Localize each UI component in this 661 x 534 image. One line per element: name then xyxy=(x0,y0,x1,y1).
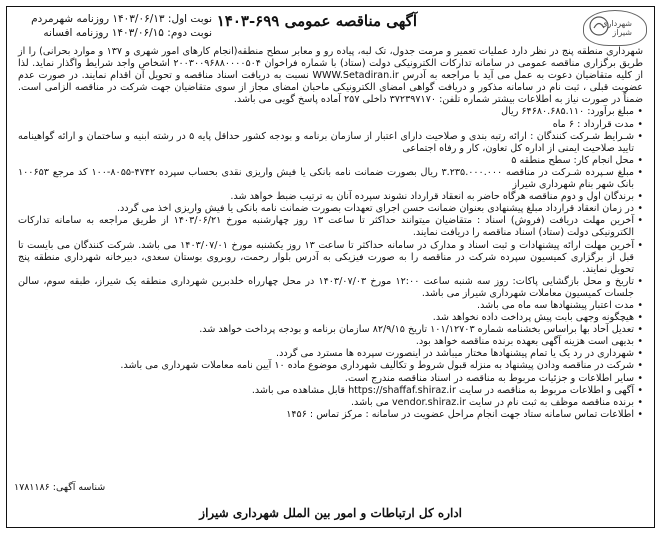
publication-dates xyxy=(22,12,212,40)
logo-text: شهرداری شیراز xyxy=(601,19,632,37)
municipality-logo xyxy=(583,10,647,46)
list-item: • هیچگونه وجهی بابت پیش پرداخت داده نخواهد شد. xyxy=(18,312,643,324)
list-item: • تعدیل آحاد بها براساس بخشنامه شماره ۱۰۱/۱۲۷۰۳ تاریخ ۸۲/۹/۱۵ سازمان برنامه و بودجه پرداخت خواهد شد. xyxy=(18,324,643,336)
list-item: • مبلغ برآورد: ۶۴۶۸۰.۶۸۵.۱۱۰ ریال xyxy=(18,106,643,118)
list-item: • آگهی و اطلاعات مربوط به مناقصه در سایت https://shaffaf.shiraz.ir قابل مشاهده می باشد. xyxy=(18,385,643,397)
issuer-name: اداره کل ارتباطات و امور بین الملل شهرداری شیراز xyxy=(199,506,462,520)
list-item: • برندگان اول و دوم مناقصه هرگاه حاضر به انعقاد قرارداد نشوند سپرده آنان به ترتیب ضبط خواهد شد. xyxy=(18,191,643,203)
list-item: • سایر اطلاعات و جزئیات مربوط به مناقصه در اسناد مناقصه مندرج است. xyxy=(18,373,643,385)
list-item: • محل انجام کار: سطح منطقه ۵ xyxy=(18,155,643,167)
first-publication-date: نوبت اول: ۱۴۰۳/۰۶/۱۳ روزنامه شهرمردم xyxy=(31,13,212,25)
conditions-list xyxy=(18,106,643,420)
list-item: • مدت اعتبار پیشنهادها سه ماه می باشد. xyxy=(18,300,643,312)
list-item: • شرکت در مناقصه ودادن پیشنهاد به منزله قبول شروط و تکالیف شهرداری موضوع ماده ۱۰ آیین نامه معاملات شهرداری می باشد. xyxy=(18,360,643,372)
ad-title: آگهی مناقصه عمومی ۶۹۹-۱۴۰۳ xyxy=(216,12,417,30)
list-item: • آخرین مهلت دریافت (فروش) اسناد : متقاضیان میتوانند حداکثر تا ساعت ۱۳ روز چهارشنبه مورخ ۱۴۰۳/۰۶/۲۱ از طریق مراجعه به سامانه تدارکات الکترونیکی دولت (ستاد) اسناد مناقصه را دریافت نمایند. xyxy=(18,215,643,239)
list-item: • شهرداری در رد یک یا تمام پیشنهادها مختار میباشد در اینصورت سپرده ها مسترد می گردد. xyxy=(18,348,643,360)
list-item: • آخرین مهلت ارائه پیشنهادات و ثبت اسناد و مدارک در سامانه حداکثر تا ساعت ۱۳ روز یکشنبه مورخ ۱۴۰۳/۰۷/۰۱ می باشد. شرکت کنندگان می بایست تا قبل از برگزاری کمیسیون سپرده شرکت در مناقصه را به صورت فیزیکی به آدرس بلوار رحمت، روبروی بوستان سعدی، دبیرخانه شهرداری منطقه پنج تحویل نمایند. xyxy=(18,240,643,276)
ad-id: شناسه آگهی: ۱۷۸۱۱۸۶ xyxy=(14,482,106,493)
list-item: • مدت قرارداد : ۶ ماه xyxy=(18,119,643,131)
emblem-icon xyxy=(588,15,610,37)
intro-paragraph: شهرداری منطقه پنج در نظر دارد عملیات تعمیر و مرمت جدول، تک لبه، پیاده رو و معابر سطح منطقه(انجام کارهای امور شهری و ۱۳۷ و موارد بحرانی) را از طریق برگزاری مناقصه عمومی در سامانه تدارکات الکترونیکی دولت (ستاد) با شماره فراخوان ۲۰۰۳۰۰۹۶۸۸۰۰۰۰۵۰۴ اشخاص واجد شرایط واگذار نماید. لذا از کلیه متقاضیان دعوت به عمل می آید با مراجعه به آدرس WWW.Setadiran.ir نسبت به دریافت اسناد مناقصه و تحویل آن اقدام نمایند. در صورت عدم عضویت قبلی ، ثبت نام در سامانه مذکور و دریافت گواهی امضای الکترونیکی ماحبان امضای مجاز از سوی متقاضیان جهت شرکت در مناقصه الزامی است. ضمناً در صورت نیاز به اطلاعات بیشتر شماره تلفن: ۳۷۲۳۹۷۱۷۰ داخلی ۲۵۷ آماده پاسخ گویی می باشد. xyxy=(18,46,644,106)
ad-footer xyxy=(14,482,647,522)
list-item: • تاریخ و محل بازگشایی پاکات: روز سه شنبه ساعت ۱۲:۰۰ مورخ ۱۴۰۳/۰۷/۰۳ در محل چهارراه خلدبرین شهرداری منطقه یک شیراز، طبقه سوم، سالن جلسات کمیسیون معاملات شهرداری شیراز می باشد. xyxy=(18,276,643,300)
list-item: • بدیهی است هزینه آگهی بعهده برنده مناقصه خواهد بود. xyxy=(18,336,643,348)
list-item: • اطلاعات تماس سامانه ستاد جهت انجام مراحل عضویت در سامانه : مرکز تماس : ۱۴۵۶ xyxy=(18,409,643,421)
list-item: • شـرایط شـرکت کنندگان : ارائه رتبه بندی و صلاحیت دارای اعتبار از سازمان برنامه و بودجه کشور حداقل پایه ۵ در رشته ابنیه و ساختمان و ارائه گواهینامه تایید صلاحیت ایمنی از اداره کل تعاون، کار و رفاه اجتماعی xyxy=(18,131,643,155)
list-item: • برنده مناقصه موظف به ثبت نام در سایت vendor.shiraz.ir می باشد. xyxy=(18,397,643,409)
list-item: • در زمان انعقاد قرارداد مبلغ پیشنهادی بعنوان ضمانت حسن اجرای تعهدات بصورت ضمانت نامه بانکی یا فیش واریزی اخذ می گردد. xyxy=(18,203,643,215)
list-item: • مبلغ سـپرده شـرکت در مناقصه ۳.۲۳۵.۰۰۰.۰۰۰ ریال بصورت ضمانت نامه بانکی یا فیش واریزی نقدی بحساب سپرده ۴۷۴۲-۸۰۵۵-۱۰۰ کد مرجع ۱۰۰۶۵۳ بانک شهر بنام شهرداری شیراز xyxy=(18,167,643,191)
second-publication-date: نوبت دوم: ۱۴۰۳/۰۶/۱۵ روزنامه افسانه xyxy=(43,27,212,39)
ad-header xyxy=(8,6,653,46)
